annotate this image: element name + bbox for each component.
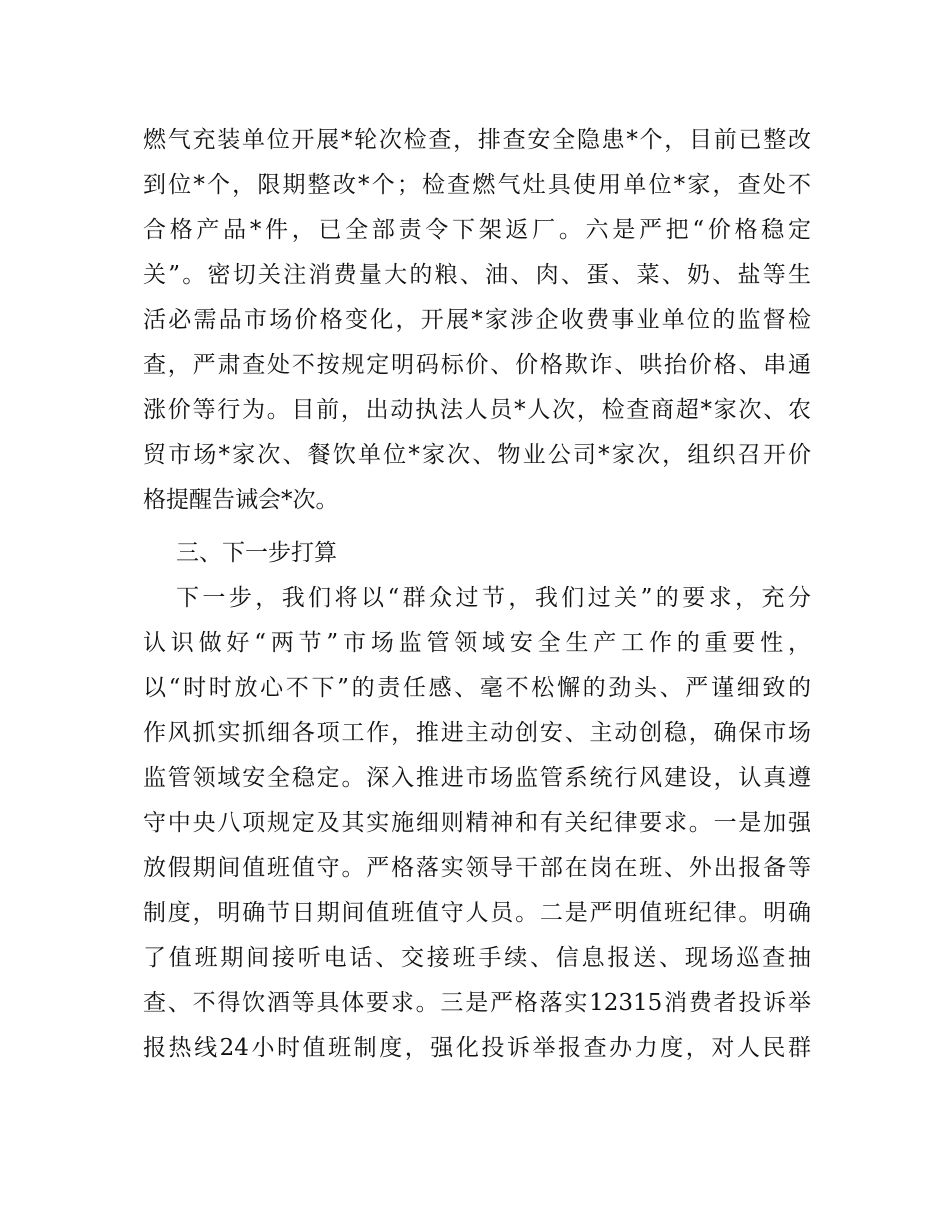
text-line: 作风抓实抓细各项工作，推进主动创安、主动创稳，确保市场 [143,720,811,746]
text-line: 以“时时放心不下”的责任感、毫不松懈的劲头、严谨细致的 [143,675,811,701]
text-line: 关”。密切关注消费量大的粮、油、肉、蛋、菜、奶、盐等生 [143,262,811,288]
text-line: 认识做好“两节”市场监管领域安全生产工作的重要性， [143,630,811,656]
section-heading: 三、下一步打算 [176,540,337,566]
paragraph-next-steps [143,576,811,1071]
text-line: 放假期间值班值守。严格落实领导干部在岗在班、外出报备等 [143,855,811,881]
text-line: 守中央八项规定及其实施细则精神和有关纪律要求。一是加强 [143,810,811,836]
text-line: 燃气充装单位开展*轮次检查，排查安全隐患*个，目前已整改 [143,127,811,153]
text-line: 格提醒告诫会*次。 [143,487,339,513]
text-line: 涨价等行为。目前，出动执法人员*人次，检查商超*家次、农 [143,397,811,423]
text-line: 合格产品*件，已全部责令下架返厂。六是严把“价格稳定 [143,217,811,243]
text-line: 贸市场*家次、餐饮单位*家次、物业公司*家次，组织召开价 [143,442,811,468]
text-line: 查、不得饮酒等具体要求。三是严格落实12315消费者投诉举 [143,990,811,1016]
text-line: 查，严肃查处不按规定明码标价、价格欺诈、哄抬价格、串通 [143,352,811,378]
text-line: 制度，明确节日期间值班值守人员。二是严明值班纪律。明确 [143,900,811,926]
paragraph-price-stability [143,118,811,523]
text-line: 监管领域安全稳定。深入推进市场监管系统行风建设，认真遵 [143,765,811,791]
text-line: 了值班期间接听电话、交接班手续、信息报送、现场巡查抽 [143,945,811,971]
text-line: 报热线24小时值班制度，强化投诉举报查办力度，对人民群 [143,1035,811,1061]
text-line: 活必需品市场价格变化，开展*家涉企收费事业单位的监督检 [143,307,811,333]
text-line: 下一步，我们将以“群众过节，我们过关”的要求，充分 [176,585,811,611]
text-line: 到位*个，限期整改*个；检查燃气灶具使用单位*家，查处不 [143,172,811,198]
document-body [143,118,811,1071]
